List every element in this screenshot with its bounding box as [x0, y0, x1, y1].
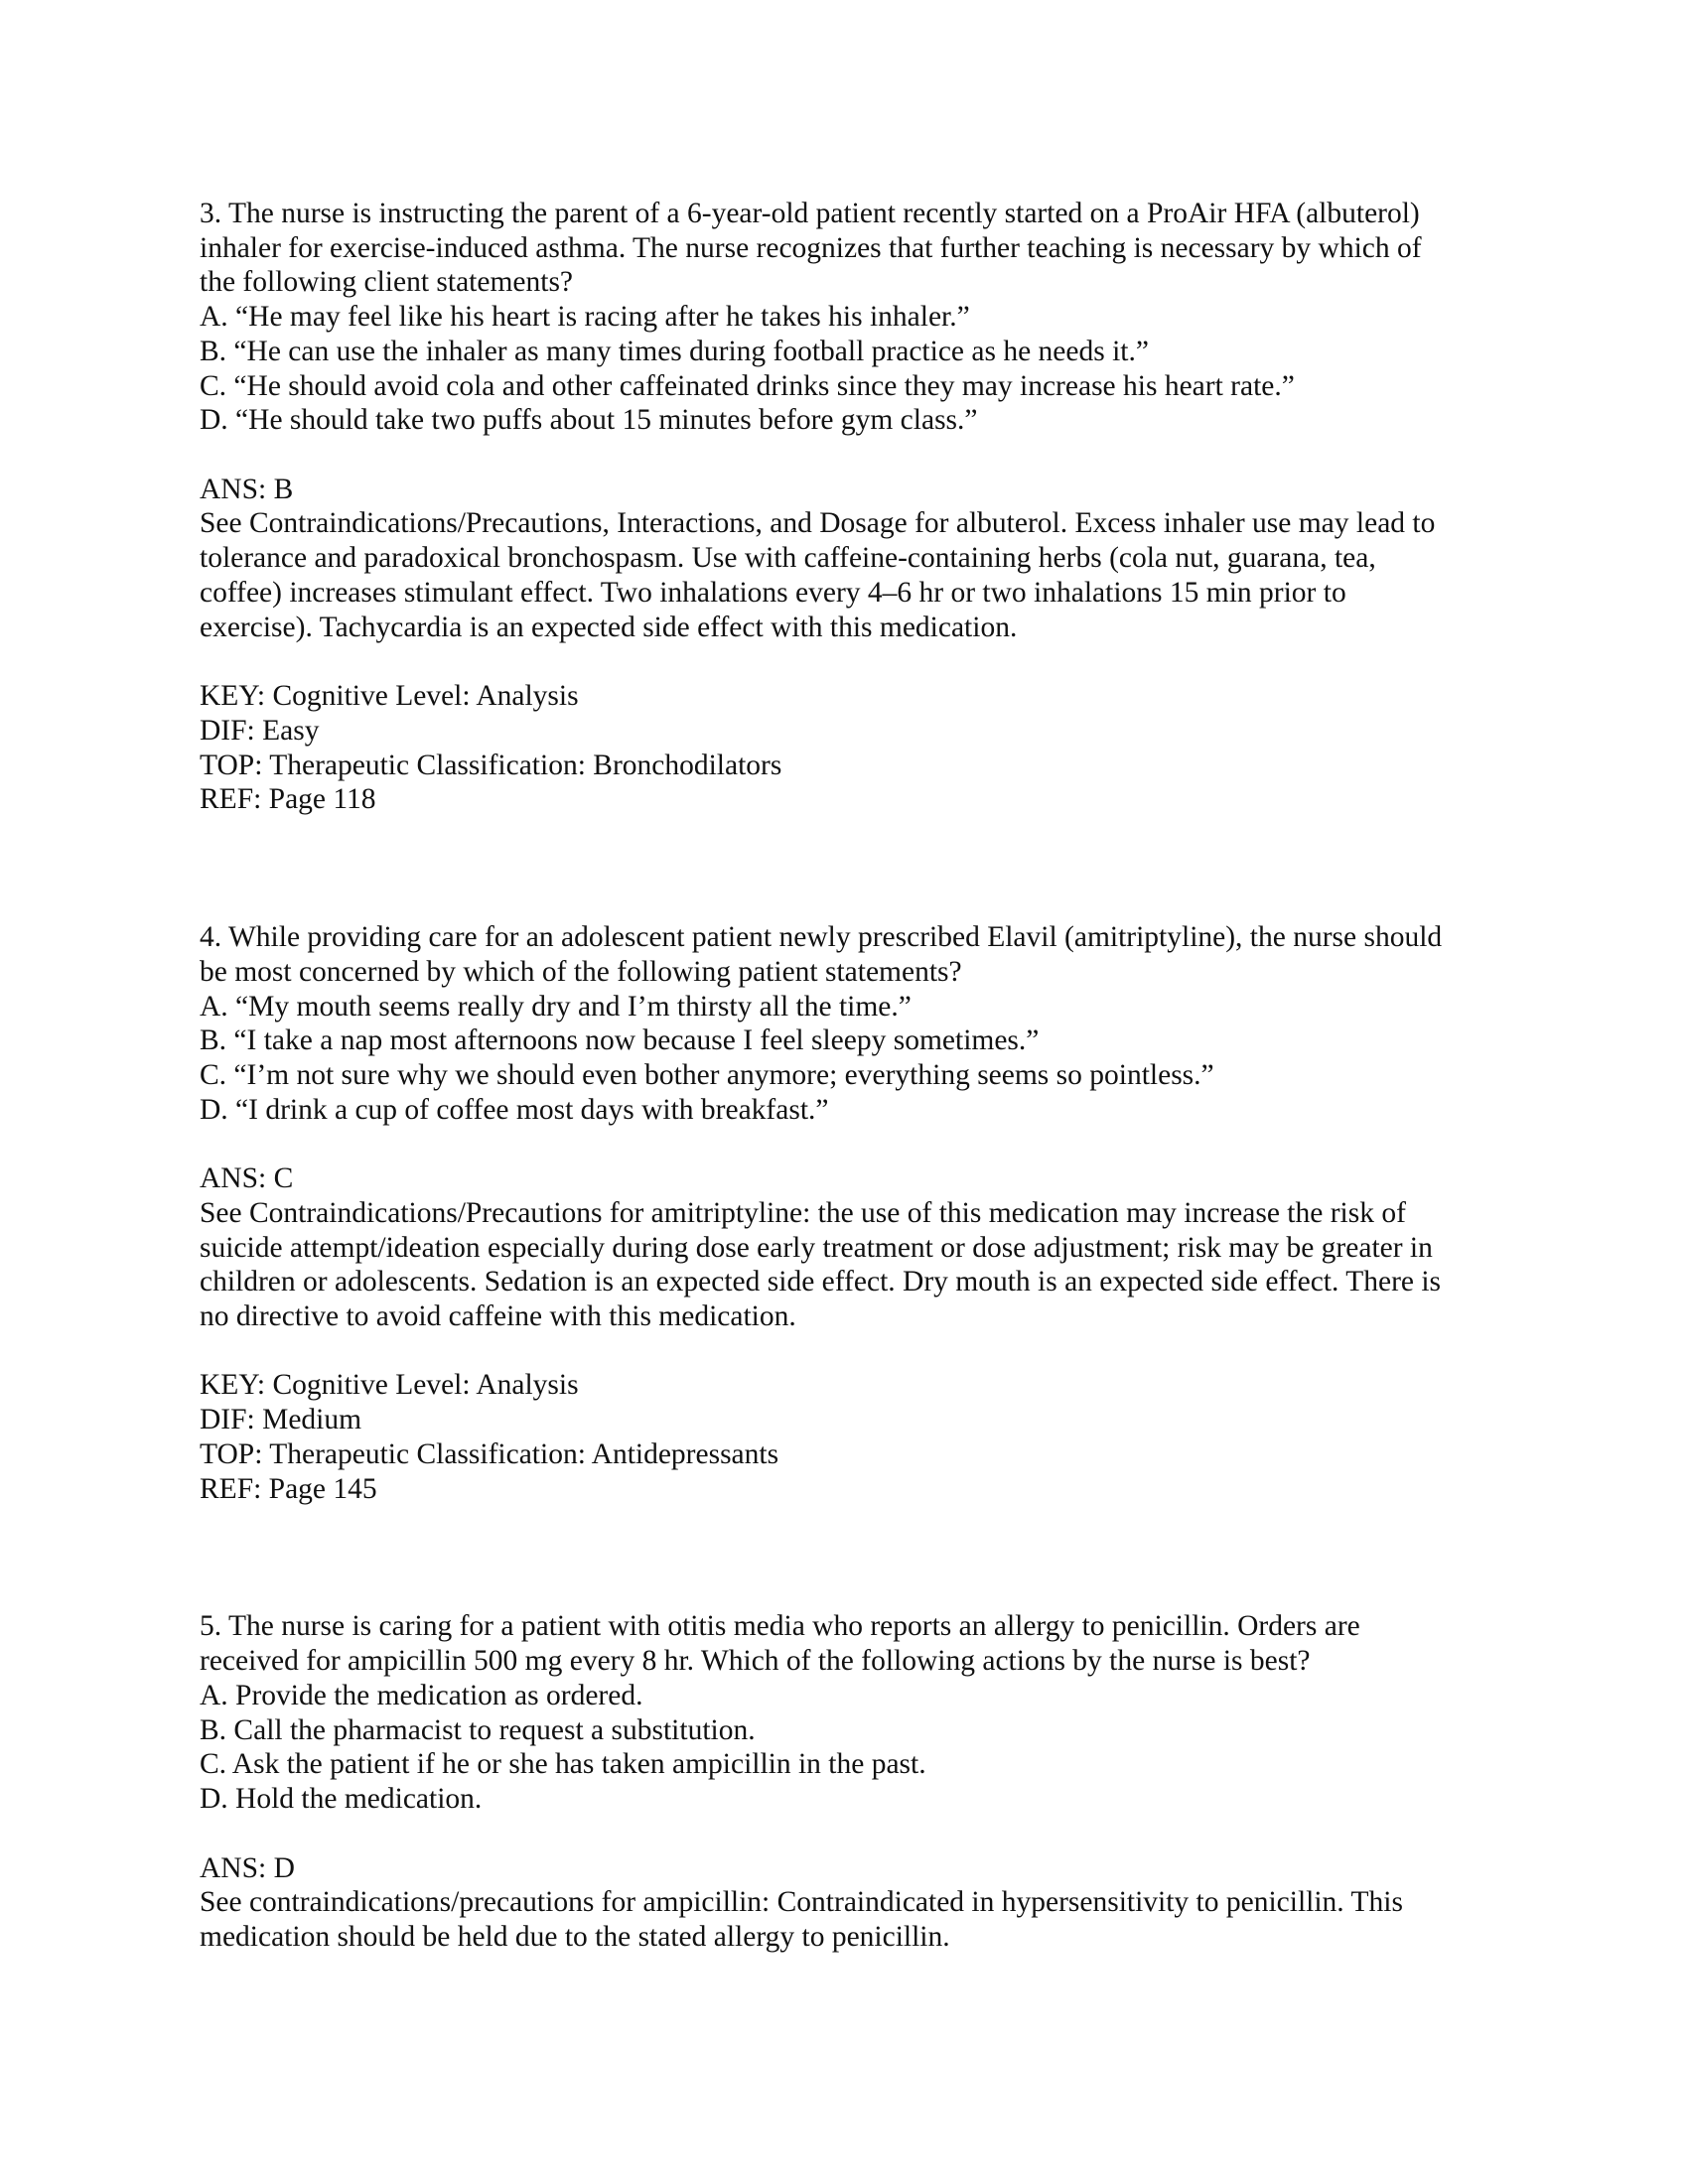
answer-option: B. “He can use the inhaler as many times during football practice as he needs it.”	[200, 335, 1149, 367]
meta-difficulty: DIF: Easy	[200, 714, 320, 747]
answer-option: C. “He should avoid cola and other caffeinated drinks since they may increase his heart rate.”	[200, 369, 1295, 402]
spacer	[200, 644, 1510, 679]
question-stem-line: inhaler for exercise-induced asthma. The nurse recognizes that further teaching is necessary by which of	[200, 231, 1422, 264]
rationale-line: coffee) increases stimulant effect. Two inhalations every 4–6 hr or two inhalations 15 min prior to	[200, 576, 1346, 609]
question-stem-line: received for ampicillin 500 mg every 8 hr. Which of the following actions by the nurse is best?	[200, 1645, 1311, 1678]
answer-key: ANS: D	[200, 1851, 295, 1884]
answer-option: B. Call the pharmacist to request a substitution.	[200, 1713, 756, 1746]
spacer	[200, 438, 1510, 473]
question-stem-line: 4. While providing care for an adolescent patient newly prescribed Elavil (amitriptyline), the nurse should	[200, 921, 1443, 954]
answer-option: D. “He should take two puffs about 15 minutes before gym class.”	[200, 404, 978, 437]
answer-option: B. “I take a nap most afternoons now because I feel sleepy sometimes.”	[200, 1024, 1040, 1057]
meta-topic: TOP: Therapeutic Classification: Antidepressants	[200, 1437, 779, 1470]
meta-key: KEY: Cognitive Level: Analysis	[200, 680, 579, 713]
answer-option: D. “I drink a cup of coffee most days with breakfast.”	[200, 1093, 829, 1126]
rationale-line: suicide attempt/ideation especially during dose early treatment or dose adjustment; risk may be greater in	[200, 1231, 1433, 1264]
spacer	[200, 1506, 1510, 1609]
rationale-line: children or adolescents. Sedation is an expected side effect. Dry mouth is an expected side effect. There is	[200, 1266, 1442, 1298]
meta-reference: REF: Page 145	[200, 1472, 377, 1505]
rationale-line: tolerance and paradoxical bronchospasm. Use with caffeine-containing herbs (cola nut, guarana, tea,	[200, 542, 1376, 575]
meta-key: KEY: Cognitive Level: Analysis	[200, 1369, 579, 1402]
meta-difficulty: DIF: Medium	[200, 1404, 362, 1436]
meta-topic: TOP: Therapeutic Classification: Bronchodilators	[200, 749, 782, 781]
answer-option: C. “I’m not sure why we should even bother anymore; everything seems so pointless.”	[200, 1058, 1214, 1091]
answer-key: ANS: C	[200, 1162, 294, 1195]
question-stem-line: be most concerned by which of the following patient statements?	[200, 955, 962, 988]
answer-option: A. “He may feel like his heart is racing after he takes his inhaler.”	[200, 301, 970, 334]
question-stem-line: 5. The nurse is caring for a patient with otitis media who reports an allergy to penicillin. Orders are	[200, 1610, 1360, 1643]
spacer	[200, 1334, 1510, 1369]
answer-option: A. Provide the medication as ordered.	[200, 1679, 643, 1711]
spacer	[200, 1817, 1510, 1851]
rationale-line: See Contraindications/Precautions, Interactions, and Dosage for albuterol. Excess inhaler use may lead to	[200, 507, 1436, 540]
question-stem-line: 3. The nurse is instructing the parent of a 6-year-old patient recently started on a ProAir HFA (albuterol)	[200, 198, 1420, 229]
answer-option: D. Hold the medication.	[200, 1783, 483, 1816]
spacer	[200, 1127, 1510, 1161]
answer-option: A. “My mouth seems really dry and I’m thirsty all the time.”	[200, 990, 912, 1023]
answer-key: ANS: B	[200, 473, 294, 505]
question-stem-line: the following client statements?	[200, 266, 574, 299]
rationale-line: See Contraindications/Precautions for amitriptyline: the use of this medication may increase the risk of	[200, 1196, 1406, 1229]
document-page	[200, 197, 1510, 1955]
answer-option: C. Ask the patient if he or she has taken ampicillin in the past.	[200, 1748, 926, 1781]
meta-reference: REF: Page 118	[200, 783, 376, 816]
rationale-line: no directive to avoid caffeine with this medication.	[200, 1300, 796, 1332]
rationale-line: exercise). Tachycardia is an expected side effect with this medication.	[200, 611, 1018, 643]
spacer	[200, 817, 1510, 920]
rationale-line: See contraindications/precautions for ampicillin: Contraindicated in hypersensitivity to penicillin. This	[200, 1886, 1403, 1919]
rationale-line: medication should be held due to the stated allergy to penicillin.	[200, 1920, 950, 1953]
